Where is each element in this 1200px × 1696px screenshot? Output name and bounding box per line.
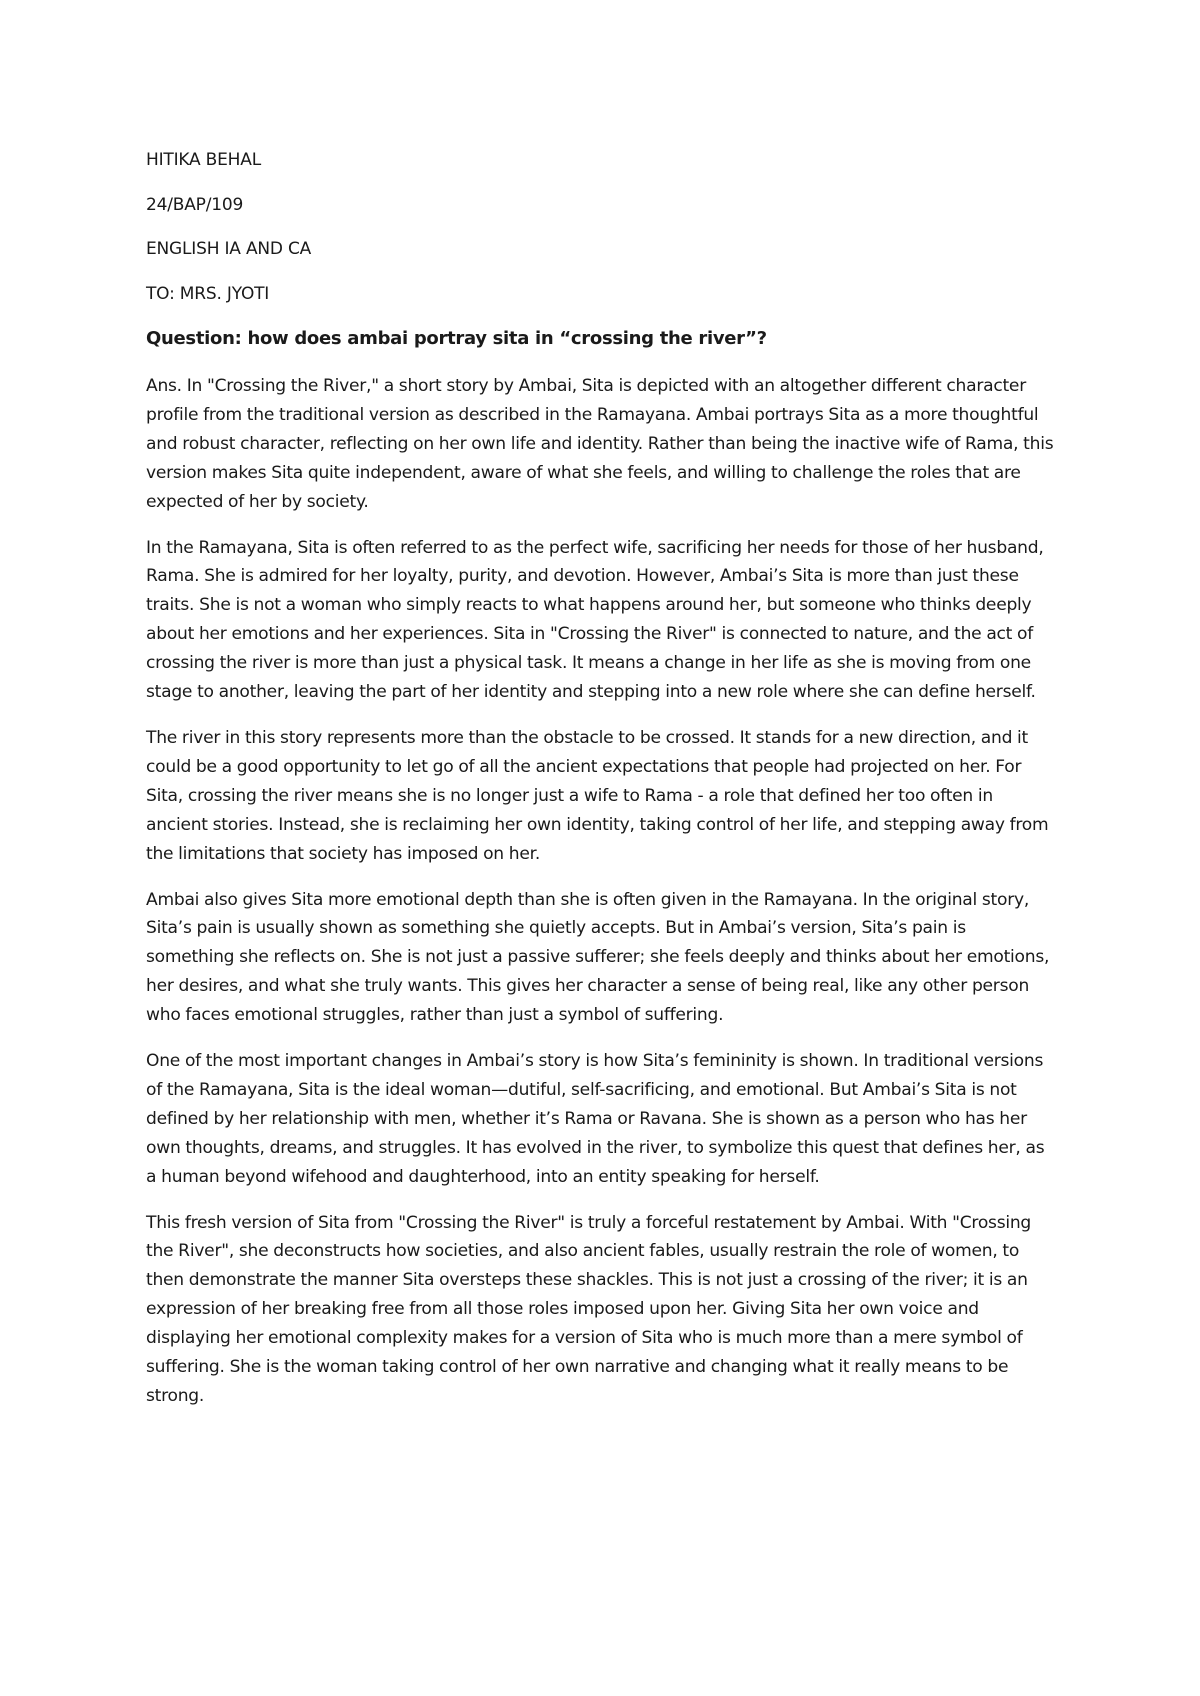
- roll-number: 24/BAP/109: [146, 194, 244, 215]
- answer-paragraph: The river in this story represents more than the obstacle to be crossed. It stands for a new direction, and it could be a good opportunity to let go of all the ancient expectations that people had projected on her. For Sita, crossing the river means she is no longer just a wife to Rama - a role that defined her too often in ancient stories. Instead, she is reclaiming her own identity, taking control of her life, and stepping away from the limitations that society has imposed on her.: [146, 727, 1049, 864]
- answer-paragraph: Ambai also gives Sita more emotional depth than she is often given in the Ramayana. In the original story, Sita’s pain is usually shown as something she quietly accepts. But in Ambai’s version, Sita’s pain is something she reflects on. She is not just a passive sufferer; she feels deeply and thinks about her emotions, her desires, and what she truly wants. This gives her character a sense of being real, like any other person who faces emotional struggles, rather than just a symbol of suffering.: [146, 889, 1050, 1026]
- answer-paragraph: This fresh version of Sita from "Crossing the River" is truly a forceful restatement by Ambai. With "Crossing the River", she deconstructs how societies, and also ancient fables, usually restrain the role of women, to then demonstrate the manner Sita oversteps these shackles. This is not just a crossing of the river; it is an expression of her breaking free from all those roles imposed upon her. Giving Sita her own voice and displaying her emotional complexity makes for a version of Sita who is much more than a mere symbol of suffering. She is the woman taking control of her own narrative and changing what it really means to be strong.: [146, 1212, 1032, 1406]
- student-name: HITIKA BEHAL: [146, 150, 261, 170]
- recipient: TO: MRS. JYOTI: [146, 283, 270, 304]
- answer-paragraph: In the Ramayana, Sita is often referred to as the perfect wife, sacrificing her needs for those of her husband, Rama. She is admired for her loyalty, purity, and devotion. However, Ambai’s Sita is more than just these traits. She is not a woman who simply reacts to what happens around her, but someone who thinks deeply about her emotions and her experiences. Sita in "Crossing the River" is connected to nature, and the act of crossing the river is more than just a physical task. It means a change in her life as she is moving from one stage to another, leaving the part of her identity and stepping into a new role where she can define herself.: [146, 537, 1044, 703]
- question-heading: Question: how does ambai portray sita in “crossing the river”?: [146, 328, 767, 349]
- course-title: ENGLISH IA AND CA: [146, 239, 312, 259]
- answer-paragraph: Ans. In "Crossing the River," a short story by Ambai, Sita is depicted with an altogether different character profile from the traditional version as described in the Ramayana. Ambai portrays Sita as a more thoughtful and robust character, reflecting on her own life and identity. Rather than being the inactive wife of Rama, this version makes Sita quite independent, aware of what she feels, and willing to challenge the roles that are expected of her by society.: [146, 376, 1054, 512]
- document-body: [146, 150, 1058, 1428]
- answer-paragraph: One of the most important changes in Ambai’s story is how Sita’s femininity is shown. In traditional versions of the Ramayana, Sita is the ideal woman—dutiful, self-sacrificing, and emotional. But Ambai’s Sita is not defined by her relationship with men, whether it’s Rama or Ravana. She is shown as a person who has her own thoughts, dreams, and struggles. It has evolved in the river, to symbolize this quest that defines her, as a human beyond wifehood and daughterhood, into an entity speaking for herself.: [146, 1051, 1045, 1187]
